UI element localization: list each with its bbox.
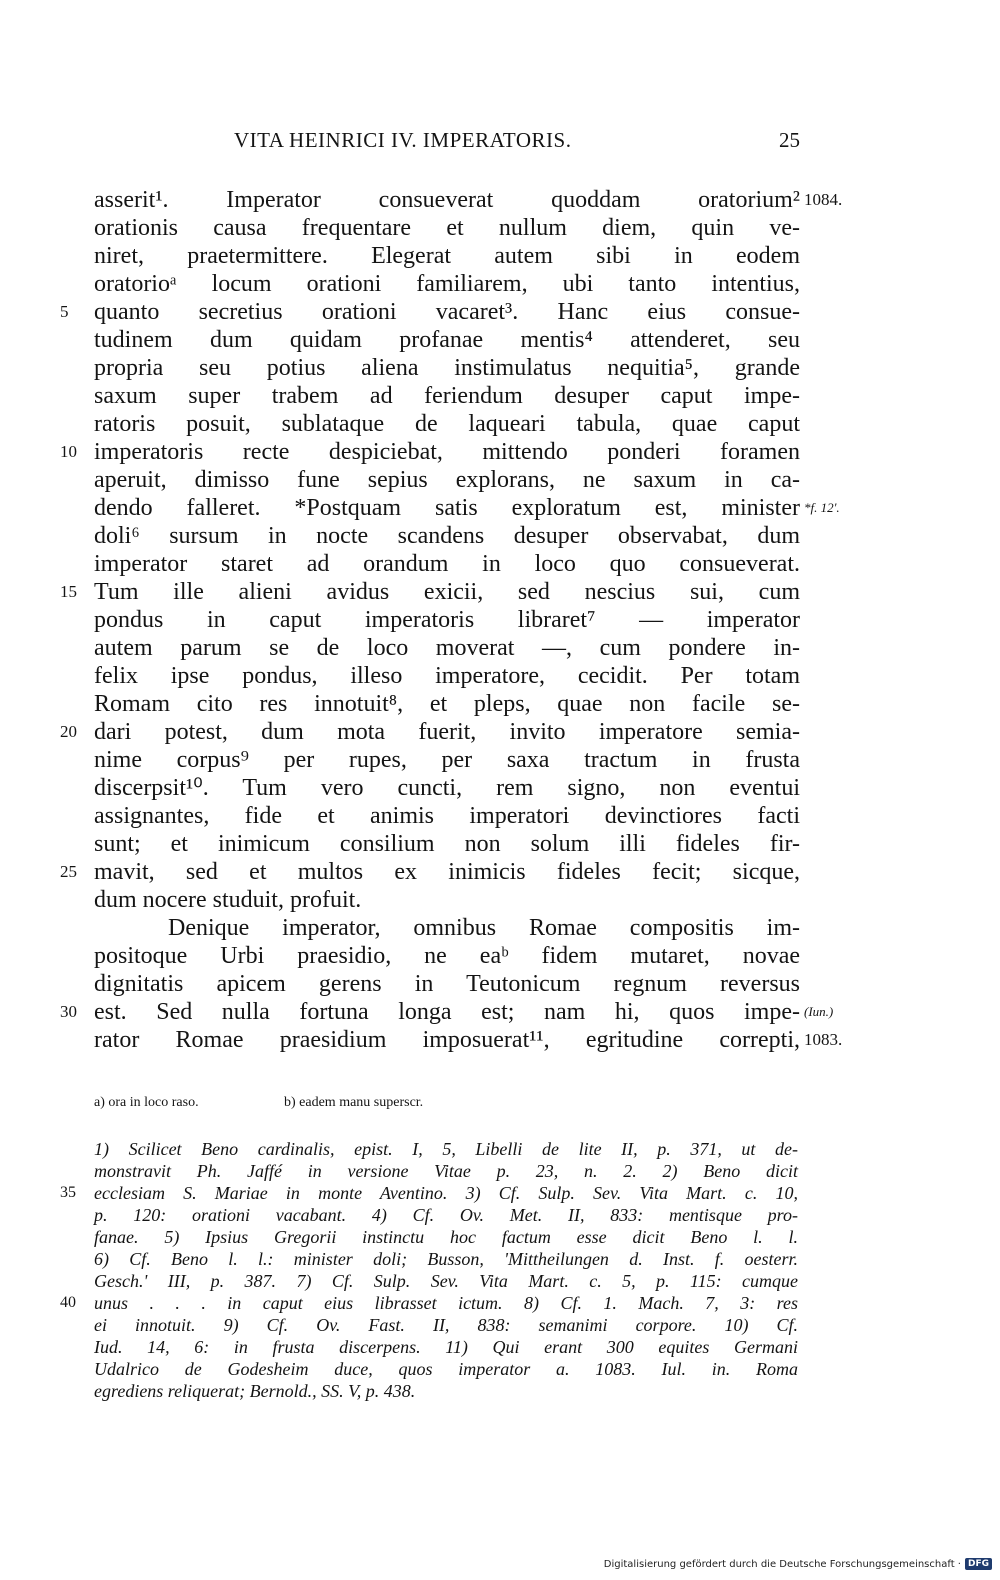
line-number: 25	[60, 862, 77, 881]
text-line: orationis causa frequentare et nullum diem, quin ve-	[94, 215, 800, 241]
margin-folio: *f. 12'.	[804, 500, 840, 515]
text-line: discerpsit¹⁰. Tum vero cuncti, rem signo, non eventui	[94, 775, 800, 801]
text-line: nime corpus⁹ per rupes, per saxa tractum in frusta	[94, 747, 800, 773]
credit-text: Digitalisierung gefördert durch die Deutsche Forschungsgemeinschaft ·	[603, 1558, 961, 1570]
footnote-line-number: 35	[60, 1184, 76, 1201]
footnote-line: ei innotuit. 9) Cf. Ov. Fast. II, 838: semanimi corpore. 10) Cf.	[94, 1315, 798, 1335]
text-line: ratoris posuit, sublataque de laqueari tabula, quae caput	[94, 411, 800, 437]
line-number: 15	[60, 582, 77, 601]
text-line: aperuit, dimisso fune sepius explorans, ne saxum in ca-	[94, 467, 800, 493]
text-line: dari potest, dum mota fuerit, invito imperatore semia-	[94, 719, 800, 745]
text-line: niret, praetermittere. Elegerat autem sibi in eodem	[94, 243, 800, 269]
text-line: tudinem dum quidam profanae mentis⁴ attenderet, seu	[94, 327, 800, 353]
text-line: imperatoris recte despiciebat, mittendo ponderi foramen	[94, 439, 800, 465]
text-line: imperator staret ad orandum in loco quo consueverat.	[94, 551, 800, 577]
text-line: doli⁶ sursum in nocte scandens desuper observabat, dum	[94, 523, 800, 549]
footnote-line: p. 120: orationi vacabant. 4) Cf. Ov. Met. II, 833: mentisque pro-	[94, 1205, 798, 1225]
running-title: VITA HEINRICI IV. IMPERATORIS.	[234, 128, 572, 152]
footnote-line: unus . . . in caput eius librasset ictum. 8) Cf. 1. Mach. 7, 3: res	[94, 1293, 798, 1313]
footnote-line: monstravit Ph. Jaffé in versione Vitae p. 23, n. 2. 2) Beno dicit	[94, 1161, 798, 1181]
margin-year: 1084.	[804, 190, 843, 209]
footnote-line: Gesch.' III, p. 387. 7) Cf. Sulp. Sev. Vita Mart. c. 5, p. 115: cumque	[94, 1271, 798, 1291]
footnote-line: egrediens reliquerat; Bernold., SS. V, p. 438.	[94, 1381, 416, 1401]
line-number: 30	[60, 1002, 77, 1021]
text-line: positoque Urbi praesidio, ne eaᵇ fidem mutaret, novae	[94, 943, 800, 969]
footnote-line: ecclesiam S. Mariae in monte Aventino. 3) Cf. Sulp. Sev. Vita Mart. c. 10,	[94, 1183, 798, 1203]
footnote-line: Iud. 14, 6: in frusta discerpens. 11) Qui erant 300 equites Germani	[94, 1337, 798, 1357]
apparatus-note-a: a) ora in loco raso.	[94, 1095, 199, 1110]
text-line: rator Romae praesidium imposuerat¹¹, egritudine correpti,	[94, 1027, 800, 1053]
running-header	[94, 128, 800, 158]
margin-month: (Iun.)	[804, 1004, 834, 1019]
text-line: est. Sed nulla fortuna longa est; nam hi, quos impe-	[94, 999, 800, 1025]
text-line: mavit, sed et multos ex inimicis fideles fecit; sicque,	[94, 859, 800, 885]
digitization-credit	[604, 1558, 992, 1570]
footnote-line: Udalrico de Godesheim duce, quos imperator a. 1083. Iul. in. Roma	[94, 1359, 798, 1379]
text-line: oratorioᵃ locum orationi familiarem, ubi tanto intentius,	[94, 271, 800, 297]
text-line: Romam cito res innotuit⁸, et pleps, quae non facile se-	[94, 691, 800, 717]
footnote-line: 6) Cf. Beno l. l.: minister doli; Busson, 'Mittheilungen d. Inst. f. oesterr.	[94, 1249, 798, 1269]
apparatus	[94, 1092, 794, 1114]
text-line: quanto secretius orationi vacaret³. Hanc eius consue-	[94, 299, 800, 325]
footnote-line-number: 40	[60, 1294, 76, 1311]
line-number: 10	[60, 442, 77, 461]
text-line: assignantes, fide et animis imperatori devinctiores facti	[94, 803, 800, 829]
text-line: pondus in caput imperatoris libraret⁷ — imperator	[94, 607, 800, 633]
apparatus-note-b: b) eadem manu superscr.	[284, 1095, 424, 1110]
text-line: sunt; et inimicum consilium non solum illi fideles fir-	[94, 831, 800, 857]
margin-year: 1083.	[804, 1030, 843, 1049]
line-number: 5	[60, 302, 69, 321]
text-line: dum nocere studuit, profuit.	[94, 887, 362, 913]
text-line: Tum ille alieni avidus exicii, sed nescius sui, cum	[94, 579, 800, 605]
text-line: Denique imperator, omnibus Romae compositis im-	[168, 915, 800, 941]
line-number: 20	[60, 722, 77, 741]
footnote-line: fanae. 5) Ipsius Gregorii instinctu hoc factum esse dicit Beno l. l.	[94, 1227, 798, 1247]
text-line: asserit¹. Imperator consueverat quoddam oratorium²	[94, 187, 800, 213]
text-line: propria seu potius aliena instimulatus nequitia⁵, grande	[94, 355, 800, 381]
footnote-line: 1) Scilicet Beno cardinalis, epist. I, 5, Libelli de lite II, p. 371, ut de-	[94, 1139, 798, 1159]
dfg-logo-icon: DFG	[965, 1558, 992, 1570]
text-line: dendo falleret. *Postquam satis exploratum est, minister	[94, 495, 800, 521]
page-number: 25	[779, 128, 800, 152]
text-line: dignitatis apicem gerens in Teutonicum regnum reversus	[94, 971, 800, 997]
text-line: felix ipse pondus, illeso imperatore, cecidit. Per totam	[94, 663, 800, 689]
text-line: autem parum se de loco moverat —, cum pondere in-	[94, 635, 800, 661]
text-line: saxum super trabem ad feriendum desuper caput impe-	[94, 383, 800, 409]
